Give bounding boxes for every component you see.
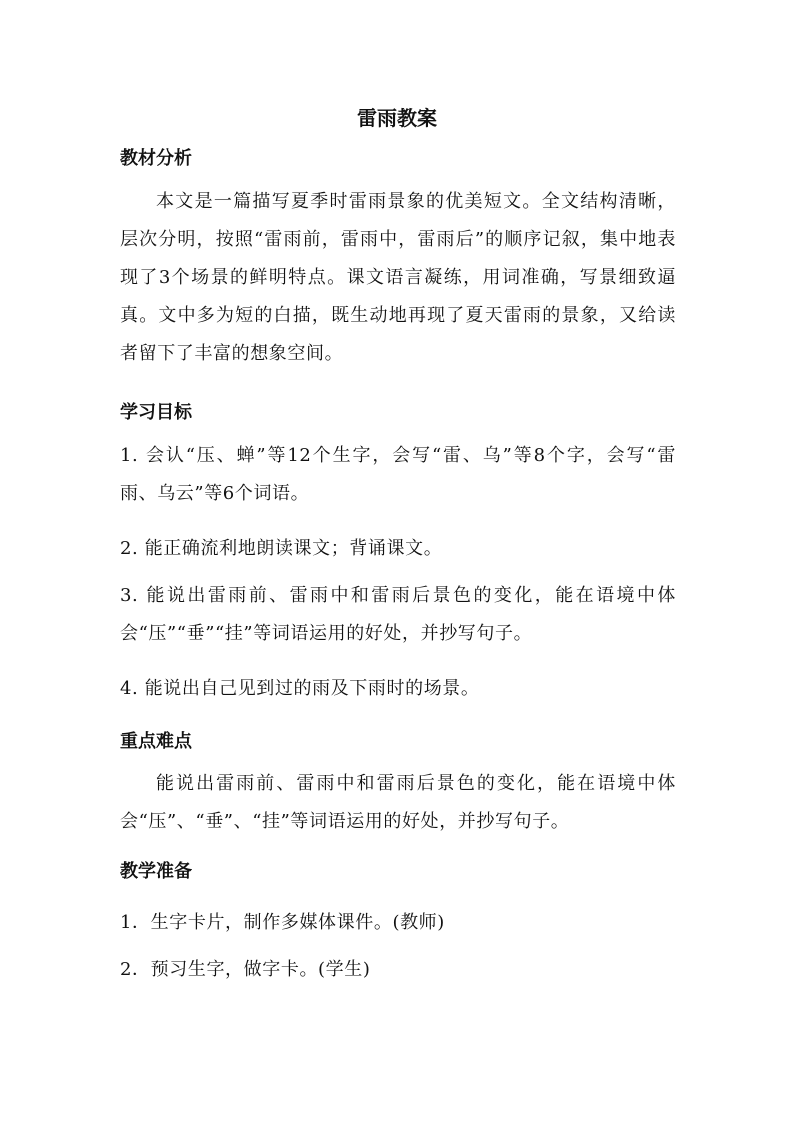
goal-item-1: 1. 会认“压、蝉”等12个生字，会写“雷、乌”等8个字，会写“雷雨、乌云”等6个词语。 bbox=[120, 445, 676, 504]
keypoints-paragraph: 能说出雷雨前、雷雨中和雷雨后景色的变化，能在语境中体会“压”、“垂”、“挂”等词语运用的好处，并抄写句子。 bbox=[120, 773, 676, 832]
goal-item-4: 4. 能说出自己见到过的雨及下雨时的场景。 bbox=[120, 678, 480, 699]
heading-goals: 学习目标 bbox=[120, 402, 192, 423]
heading-analysis: 教材分析 bbox=[120, 148, 192, 169]
analysis-paragraph: 本文是一篇描写夏季时雷雨景象的优美短文。全文结构清晰，层次分明，按照“雷雨前，雷雨中，雷雨后”的顺序记叙，集中地表现了3个场景的鲜明特点。课文语言凝练，用词准确，写景细致逼真。文中多为短的白描，既生动地再现了夏天雷雨的景象，又给读者留下了丰富的想象空间。 bbox=[120, 191, 676, 364]
preparation-item-1: 1．生字卡片，制作多媒体课件。(教师) bbox=[120, 912, 445, 933]
goal-item-2: 2. 能正确流利地朗读课文；背诵课文。 bbox=[120, 538, 443, 559]
heading-preparation: 教学准备 bbox=[120, 861, 192, 882]
preparation-item-2: 2．预习生字，做字卡。(学生) bbox=[120, 959, 371, 980]
heading-keypoints: 重点难点 bbox=[120, 731, 192, 752]
document-title: 雷雨教案 bbox=[357, 106, 437, 130]
goal-item-3: 3. 能说出雷雨前、雷雨中和雷雨后景色的变化，能在语境中体会“压”“垂”“挂”等词语运用的好处，并抄写句子。 bbox=[120, 585, 676, 644]
